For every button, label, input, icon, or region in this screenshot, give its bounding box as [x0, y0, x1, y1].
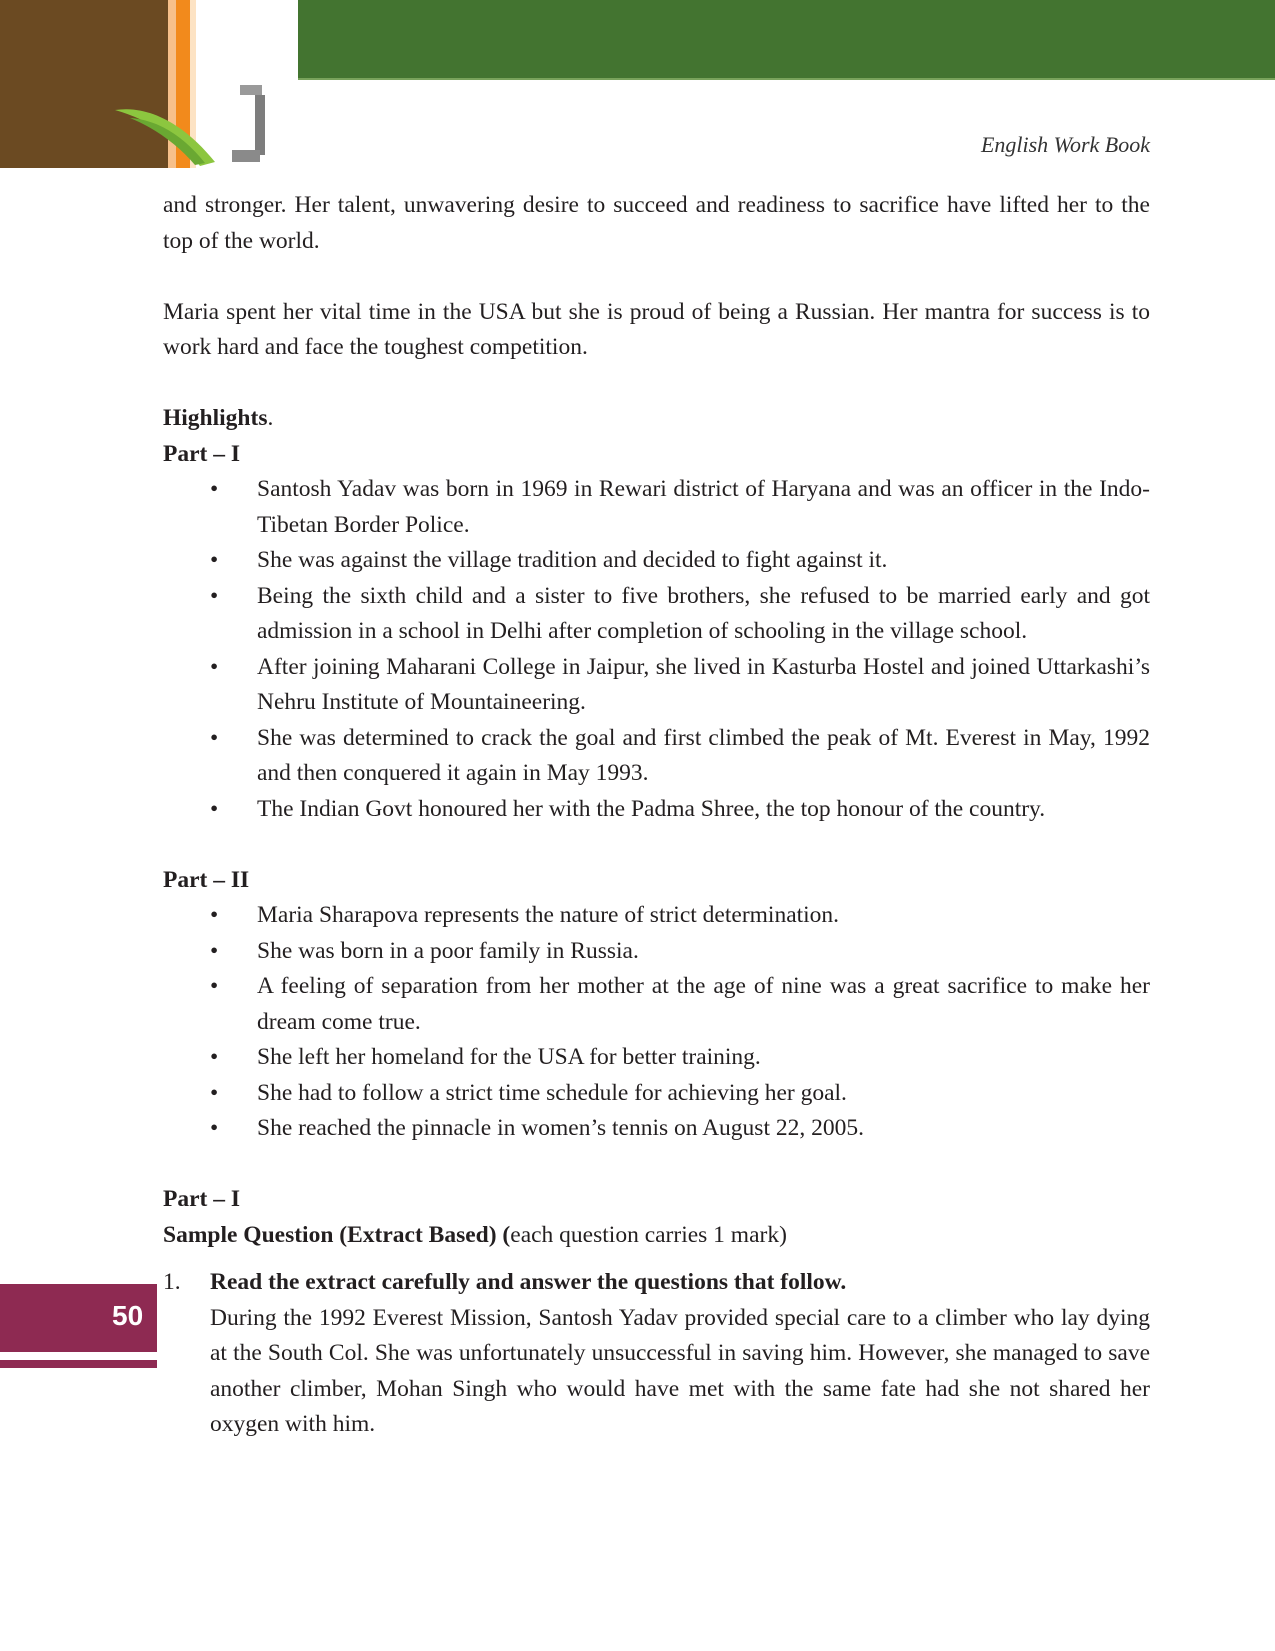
list-item-text: Being the sixth child and a sister to five brothers, she refused to be married early and got admission in a school in Delhi after completion of schooling in the village school. — [257, 582, 1150, 644]
section-heading: Part – II — [163, 866, 250, 893]
list-item — [163, 898, 1150, 934]
paragraph: Maria spent her vital time in the USA but she is proud of being a Russian. Her mantra for success is to work hard and face the toughest competition. — [163, 298, 1150, 360]
bullet-list-part1 — [163, 472, 1150, 827]
list-item — [163, 721, 1150, 792]
figure-glyph-top — [240, 85, 262, 95]
extract-passage: During the 1992 Everest Mission, Santosh Yadav provided special care to a climber who lay dying at the South Col. She was unfortunately unsuccessful in saving him. However, she managed to save another climber, Mohan Singh who would have met with the same fate had she not shared her oxygen with him. — [210, 1304, 1150, 1437]
sample-question-label: Sample Question (Extract Based) ( — [163, 1221, 511, 1248]
list-item — [163, 543, 1150, 579]
list-item — [163, 1076, 1150, 1112]
question-1 — [163, 1265, 1150, 1301]
list-item — [163, 934, 1150, 970]
list-item — [163, 472, 1150, 543]
page-number: 50 — [112, 1300, 144, 1331]
list-item-text: She was against the village tradition and decided to fight against it. — [257, 547, 888, 573]
bullet-icon: • — [210, 902, 219, 928]
bullet-icon: • — [210, 937, 219, 964]
list-item — [163, 1111, 1150, 1147]
page-content — [163, 188, 1150, 1443]
list-item-text: Maria Sharapova represents the nature of strict determination. — [257, 902, 840, 928]
list-item-text: Santosh Yadav was born in 1969 in Rewari district of Haryana and was an officer in the Indo-Tibetan Border Police. — [257, 476, 1150, 538]
bullet-icon: • — [210, 582, 219, 609]
list-item-text: She left her homeland for the USA for better training. — [257, 1044, 761, 1070]
list-item — [163, 1040, 1150, 1076]
highlights-heading — [163, 401, 1150, 437]
highlights-label: Highlights — [163, 405, 268, 431]
list-item-text: The Indian Govt honoured her with the Padma Shree, the top honour of the country. — [257, 795, 1046, 822]
bullet-icon: • — [210, 795, 219, 822]
header-green-rule — [298, 78, 1275, 80]
bullet-icon: • — [210, 973, 219, 999]
question-instruction: Read the extract carefully and answer the questions that follow. — [210, 1269, 847, 1295]
brown-block — [0, 0, 168, 168]
running-head: English Work Book — [980, 132, 1150, 157]
header-art — [0, 0, 300, 170]
bullet-icon: • — [210, 1044, 219, 1070]
bullet-icon: • — [210, 1079, 219, 1106]
list-item-text: She reached the pinnacle in women’s tennis on August 22, 2005. — [257, 1115, 864, 1141]
list-item-text: She was determined to crack the goal and first climbed the peak of Mt. Everest in May, 1992 and then conquered it again in May 1993. — [257, 724, 1150, 786]
section-heading: Part – I — [163, 440, 241, 467]
bullet-list-part2 — [163, 898, 1150, 1147]
list-item — [163, 579, 1150, 650]
list-item-text: After joining Maharani College in Jaipur, she lived in Kasturba Hostel and joined Uttarkashi’s Nehru Institute of Mountaineering. — [257, 653, 1150, 715]
header-green-bar — [298, 0, 1275, 78]
figure-glyph-stem — [255, 95, 265, 155]
figure-glyph-base — [232, 150, 260, 162]
bullet-icon: • — [210, 476, 219, 502]
list-item — [163, 969, 1150, 1040]
list-item-text: She was born in a poor family in Russia. — [257, 937, 639, 964]
list-item-text: A feeling of separation from her mother at the age of nine was a great sacrifice to make her dream come true. — [257, 973, 1150, 1035]
list-item — [163, 650, 1150, 721]
header-decoration — [0, 0, 300, 170]
sample-question-note: each question carries 1 mark) — [510, 1221, 787, 1248]
bullet-icon: • — [210, 653, 219, 680]
page-number-rule — [0, 1360, 157, 1368]
list-item-text: She had to follow a strict time schedule for achieving her goal. — [257, 1079, 847, 1106]
paragraph: and stronger. Her talent, unwavering desire to succeed and readiness to sacrifice have lifted her to the top of the world. — [163, 192, 1150, 254]
bullet-icon: • — [210, 724, 219, 751]
section-heading: Part – I — [163, 1186, 241, 1212]
bullet-icon: • — [210, 1115, 219, 1141]
question-number: 1. — [163, 1269, 181, 1295]
list-item — [163, 792, 1150, 828]
sample-question-heading — [163, 1218, 1150, 1254]
bullet-icon: • — [210, 547, 219, 573]
highlights-punct: . — [267, 405, 274, 431]
